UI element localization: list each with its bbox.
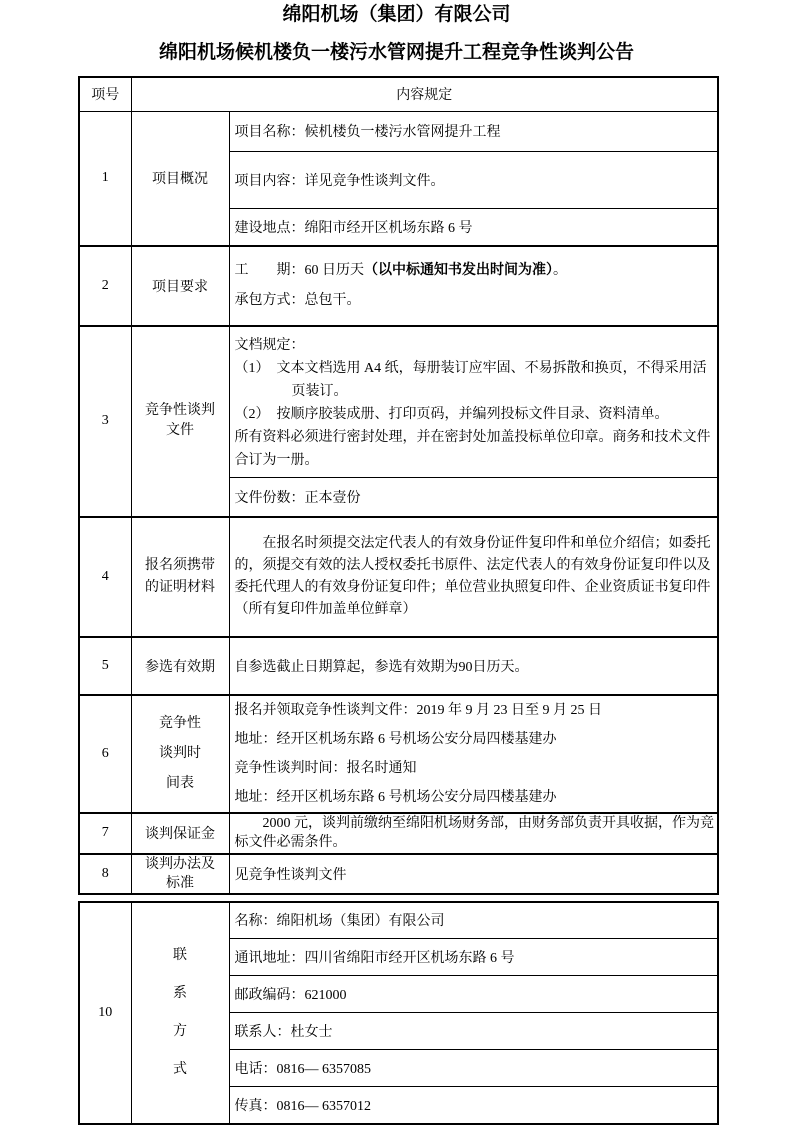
row1-label: 项目概况 xyxy=(131,111,229,246)
row4-label xyxy=(131,517,229,637)
project-name-text: 项目名称：候机楼负一楼污水管网提升工程 xyxy=(234,125,501,140)
contact-table xyxy=(78,901,719,1125)
duration-bold-note: （以中标通知书发出时间为准） xyxy=(364,263,553,278)
header-content-cell: 内容规定 xyxy=(131,77,718,111)
row4-number: 4 xyxy=(79,517,131,637)
doc-rules-line1: 文档规定： xyxy=(234,338,305,353)
doc-title: 绵阳机场（集团）有限公司 xyxy=(282,4,511,25)
row10-label-char2: 系 xyxy=(173,985,187,1001)
contact-person-text: 联系人：杜女士 xyxy=(234,1025,333,1040)
announcement-table xyxy=(78,76,719,895)
project-content-text: 项目内容：详见竞争性谈判文件。 xyxy=(234,173,445,189)
row5-content-cell xyxy=(229,637,718,695)
row6-number: 6 xyxy=(79,695,131,813)
row6-label xyxy=(131,695,229,813)
row6-content-cell xyxy=(229,695,718,813)
row6-label-line3: 间表 xyxy=(166,775,194,791)
method-text: 见竞争性谈判文件 xyxy=(234,867,347,883)
copies-text: 文件份数：正本壹份 xyxy=(234,490,361,506)
row5-number: 5 xyxy=(79,637,131,695)
row1-number: 1 xyxy=(79,111,131,246)
duration-suffix: 。 xyxy=(553,263,567,278)
doc-rules-line5: 所有资料必须进行密封处理，并在密封处加盖投标单位印章。商务和技术文件 xyxy=(234,430,711,445)
row10-label-char4: 式 xyxy=(173,1061,187,1077)
row7-content-cell xyxy=(229,813,718,854)
schedule-time-line: 竞争性谈判时间：报名时通知 xyxy=(234,760,417,776)
contact-phone-text: 电话：0816— 6357085 xyxy=(234,1062,371,1077)
schedule-signup-line: 报名并领取竞争性谈判文件：2019 年 9 月 23 日至 9 月 25 日 xyxy=(234,702,602,718)
row2-number: 2 xyxy=(79,246,131,326)
location-text: 建设地点：绵阳市经开区机场东路 6 号 xyxy=(234,220,473,236)
validity-text: 自参选截止日期算起，参选有效期为90日历天。 xyxy=(234,659,529,675)
schedule-address1-line: 地址：经开区机场东路 6 号机场公安分局四楼基建办 xyxy=(234,731,557,747)
row4-label-line1: 报名须携带 xyxy=(145,557,215,573)
row2-label: 项目要求 xyxy=(131,246,229,326)
row6-label-line2: 谈判时 xyxy=(159,745,201,761)
contact-fax-text: 传真：0816— 6357012 xyxy=(234,1098,371,1114)
row10-label-char3: 方 xyxy=(173,1023,187,1039)
doc-rules-line3: 页装订。 xyxy=(291,384,348,399)
header-item-no-cell: 项号 xyxy=(79,77,131,111)
contact-fax-cell xyxy=(229,1087,718,1124)
deposit-line1: 2000 元，谈判前缴纳至绵阳机场财务部，由财务部负责开具收据，作为竞 xyxy=(262,816,714,831)
row10-number: 10 xyxy=(79,902,131,1124)
row2-content-cell xyxy=(229,246,718,326)
contact-name-cell xyxy=(229,902,718,939)
row7-label: 谈判保证金 xyxy=(131,813,229,854)
materials-line4: （所有复印件加盖单位鲜章） xyxy=(234,601,417,617)
row4-label-line2: 的证明材料 xyxy=(145,579,215,595)
contact-person-cell xyxy=(229,1013,718,1050)
row8-content-cell xyxy=(229,854,718,894)
duration-prefix: 工 期：60 日历天 xyxy=(234,263,364,278)
contact-name-text: 名称：绵阳机场（集团）有限公司 xyxy=(234,914,445,930)
contact-postcode-text: 邮政编码：621000 xyxy=(234,988,347,1003)
row4-content-cell xyxy=(229,517,718,637)
row6-label-line1: 竞争性 xyxy=(159,715,201,731)
deposit-line2: 标文件必需条件。 xyxy=(234,835,347,850)
row5-label: 参选有效期 xyxy=(131,637,229,695)
schedule-address2-line: 地址：经开区机场东路 6 号机场公安分局四楼基建办 xyxy=(234,789,557,805)
doc-subtitle: 绵阳机场候机楼负一楼污水管网提升工程竞争性谈判公告 xyxy=(158,42,634,63)
row10-label-char1: 联 xyxy=(173,947,187,963)
row3-label-line2: 文件 xyxy=(166,423,194,439)
row1-location-cell xyxy=(229,208,718,246)
contact-phone-cell xyxy=(229,1050,718,1087)
row1-project-name-cell xyxy=(229,111,718,151)
row1-project-content-cell xyxy=(229,151,718,208)
contact-address-cell xyxy=(229,939,718,976)
materials-line3: 委托代理人的有效身份证复印件；单位营业执照复印件、企业资质证书复印件 xyxy=(234,579,711,595)
row3-doc-rules-cell xyxy=(229,326,718,478)
row3-copies-cell xyxy=(229,478,718,517)
duration-line xyxy=(235,256,713,286)
row3-label xyxy=(131,326,229,517)
contact-postcode-cell xyxy=(229,976,718,1013)
doc-rules-line2: （1） 文本文档选用 A4 纸，每册装订应牢固、不易拆散和换页，不得采用活 xyxy=(234,361,707,376)
row10-label xyxy=(131,902,229,1124)
contact-address-text: 通讯地址：四川省绵阳市经开区机场东路 6 号 xyxy=(234,951,515,966)
materials-line1: 在报名时须提交法定代表人的有效身份证件复印件和单位介绍信；如委托 xyxy=(262,535,711,551)
row8-label xyxy=(131,854,229,894)
row8-label-line2: 标准 xyxy=(166,875,194,891)
row8-number: 8 xyxy=(79,854,131,894)
row7-number: 7 xyxy=(79,813,131,854)
doc-rules-line4: （2） 按顺序胶装成册、打印页码，并编列投标文件目录、资料清单。 xyxy=(234,407,669,422)
row8-label-line1: 谈判办法及 xyxy=(145,856,215,872)
doc-rules-line6: 合订为一册。 xyxy=(234,453,319,468)
materials-line2: 的，须提交有效的法人授权委托书原件、法定代表人的有效身份证复印件以及 xyxy=(234,557,711,573)
row3-number: 3 xyxy=(79,326,131,517)
contract-mode-line: 承包方式：总包干。 xyxy=(234,293,361,308)
row3-label-line1: 竞争性谈判 xyxy=(145,403,215,419)
